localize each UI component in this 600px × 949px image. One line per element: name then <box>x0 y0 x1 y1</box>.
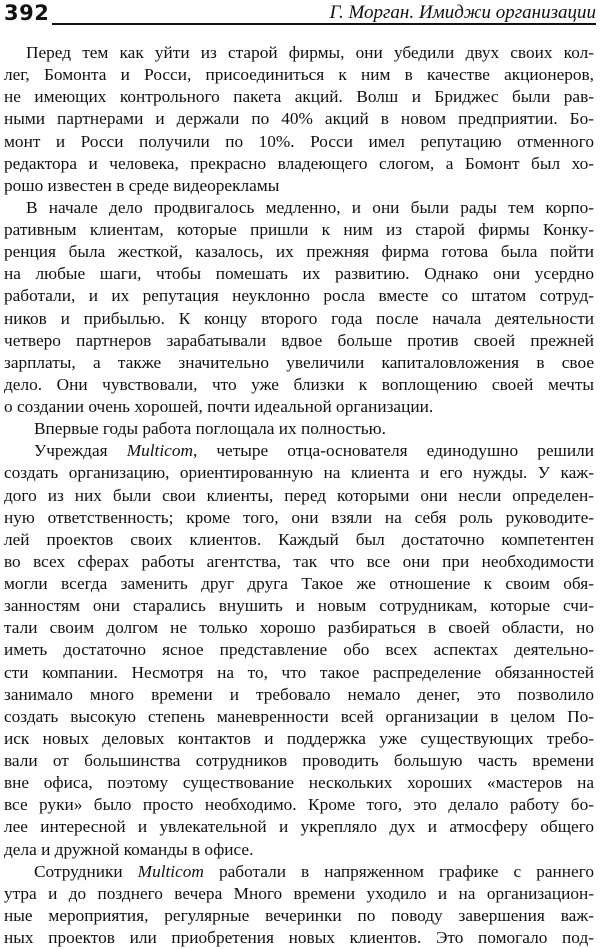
text-line: ными партнерами и держали по 40% акций в новом предприятии. Бо- <box>4 109 594 129</box>
text-line: тали своим долгом не только хорошо разбираться в своей области, но <box>4 618 594 638</box>
text-line: ративным клиентам, которые пришли к ним из старой фирмы Конку- <box>4 220 594 239</box>
text-line: ные мероприятия, регулярные вечеринки по поводу завершения важ- <box>4 905 594 925</box>
text-line: В начале дело продвигалось медленно, и они были рады тем корпо- <box>26 197 594 217</box>
text-line: дело. Они чувствовали, что уже близки к воплощению своей мечты <box>4 374 594 394</box>
text-line: о создании очень хорошей, почти идеальной организации. <box>4 397 434 416</box>
text-line: иметь достаточно ясное представление обо всех аспектах деятельно- <box>4 640 594 660</box>
text-line: создать высокую степень маневренности всей организации в целом По- <box>4 706 594 726</box>
text-line: зарплаты, а также значительно увеличили капиталовложения в свое <box>4 352 594 372</box>
text-line: иск новых деловых контактов и поддержка уже существующих требо- <box>4 728 594 748</box>
running-title: Г. Морган. Имиджи организации <box>329 2 596 23</box>
text-line: работали, и их репутация неуклонно росла вместе со штатом сотруд- <box>4 286 594 306</box>
text-line: во всех сферах работы агентства, так что все они при необходимости <box>4 551 594 571</box>
text-line: дого из них были свои клиенты, перед которыми они несли определен- <box>4 485 594 505</box>
page-number: 392 <box>4 1 50 25</box>
text-line: ренция была жесткой, казалось, их прежняя фирма готова была пойти <box>4 242 594 262</box>
text-line: ных проектов или приобретения новых клиентов. Это помогало под- <box>4 928 594 947</box>
text-line: лег, Бомонта и Росси, присоединиться к ним в качестве акционеров, <box>4 65 594 85</box>
text-line: лее интересной и увлекательной и укрепляло дух и атмосферу общего <box>4 817 594 837</box>
text-line: ную ответственность; кроме того, они взяли на себя роль руководите- <box>4 507 594 527</box>
text-line: создать организацию, ориентированную на клиента и его нужды. У каж- <box>4 463 594 483</box>
text-line: сти компании. Несмотря на то, что такое распределение обязанностей <box>4 662 594 682</box>
body-text <box>4 42 594 949</box>
text-line: все руки» было просто необходимо. Кроме того, это делало работу бо- <box>4 795 594 815</box>
text-line: на любые шаги, чтобы помешать их развитию. Однако они усердно <box>4 264 594 284</box>
company-name: Multicom <box>137 861 204 881</box>
text-line: Впервые годы работа поглощала их полностью. <box>34 419 386 439</box>
text-line: монт и Росси получили по 10%. Росси имел репутацию отменного <box>4 131 594 151</box>
text-line: дела и дружной команды в офисе. <box>4 839 254 859</box>
text-line: Учреждая Multicom, четыре отца-основателя единодушно решили <box>34 441 594 461</box>
text-line: рошо известен в среде видеорекламы <box>4 175 280 195</box>
company-name: Multicom <box>126 441 193 461</box>
text-line: ников и прибылью. К концу второго года после начала деятельности <box>4 308 594 328</box>
text-line: вали от большинства сотрудников проводить большую часть времени <box>4 751 594 770</box>
text-line: занимало много времени и требовало немало денег, это позволило <box>4 684 594 704</box>
text-line: вне офиса, поэтому существование нескольких хороших «мастеров на <box>4 773 594 793</box>
header-rule <box>52 23 596 25</box>
running-header <box>4 0 596 28</box>
text-line: Сотрудники Multicom работали в напряженном графике с раннего <box>34 861 594 881</box>
text-line: Перед тем как уйти из старой фирмы, они убедили двух своих кол- <box>26 43 594 62</box>
text-line: занностям они старались внушить и новым сотрудникам, которые счи- <box>4 596 594 616</box>
text-line: четверо партнеров зарабатывали вдвое больше против своей прежней <box>4 330 594 350</box>
text-line: утра и до позднего вечера Много времени уходило и на организацион- <box>4 883 594 903</box>
text-line: лей проектов своих клиентов. Каждый был достаточно компетентен <box>4 529 594 549</box>
text-line: могли всегда заменить друг друга Такое же отношение к своим обя- <box>4 574 594 593</box>
text-line: не имеющих контрольного пакета акций. Волш и Бриджес были рав- <box>4 87 594 107</box>
text-line: редактора и человека, прекрасно владеющего слогом, а Бомонт был хо- <box>4 153 594 173</box>
